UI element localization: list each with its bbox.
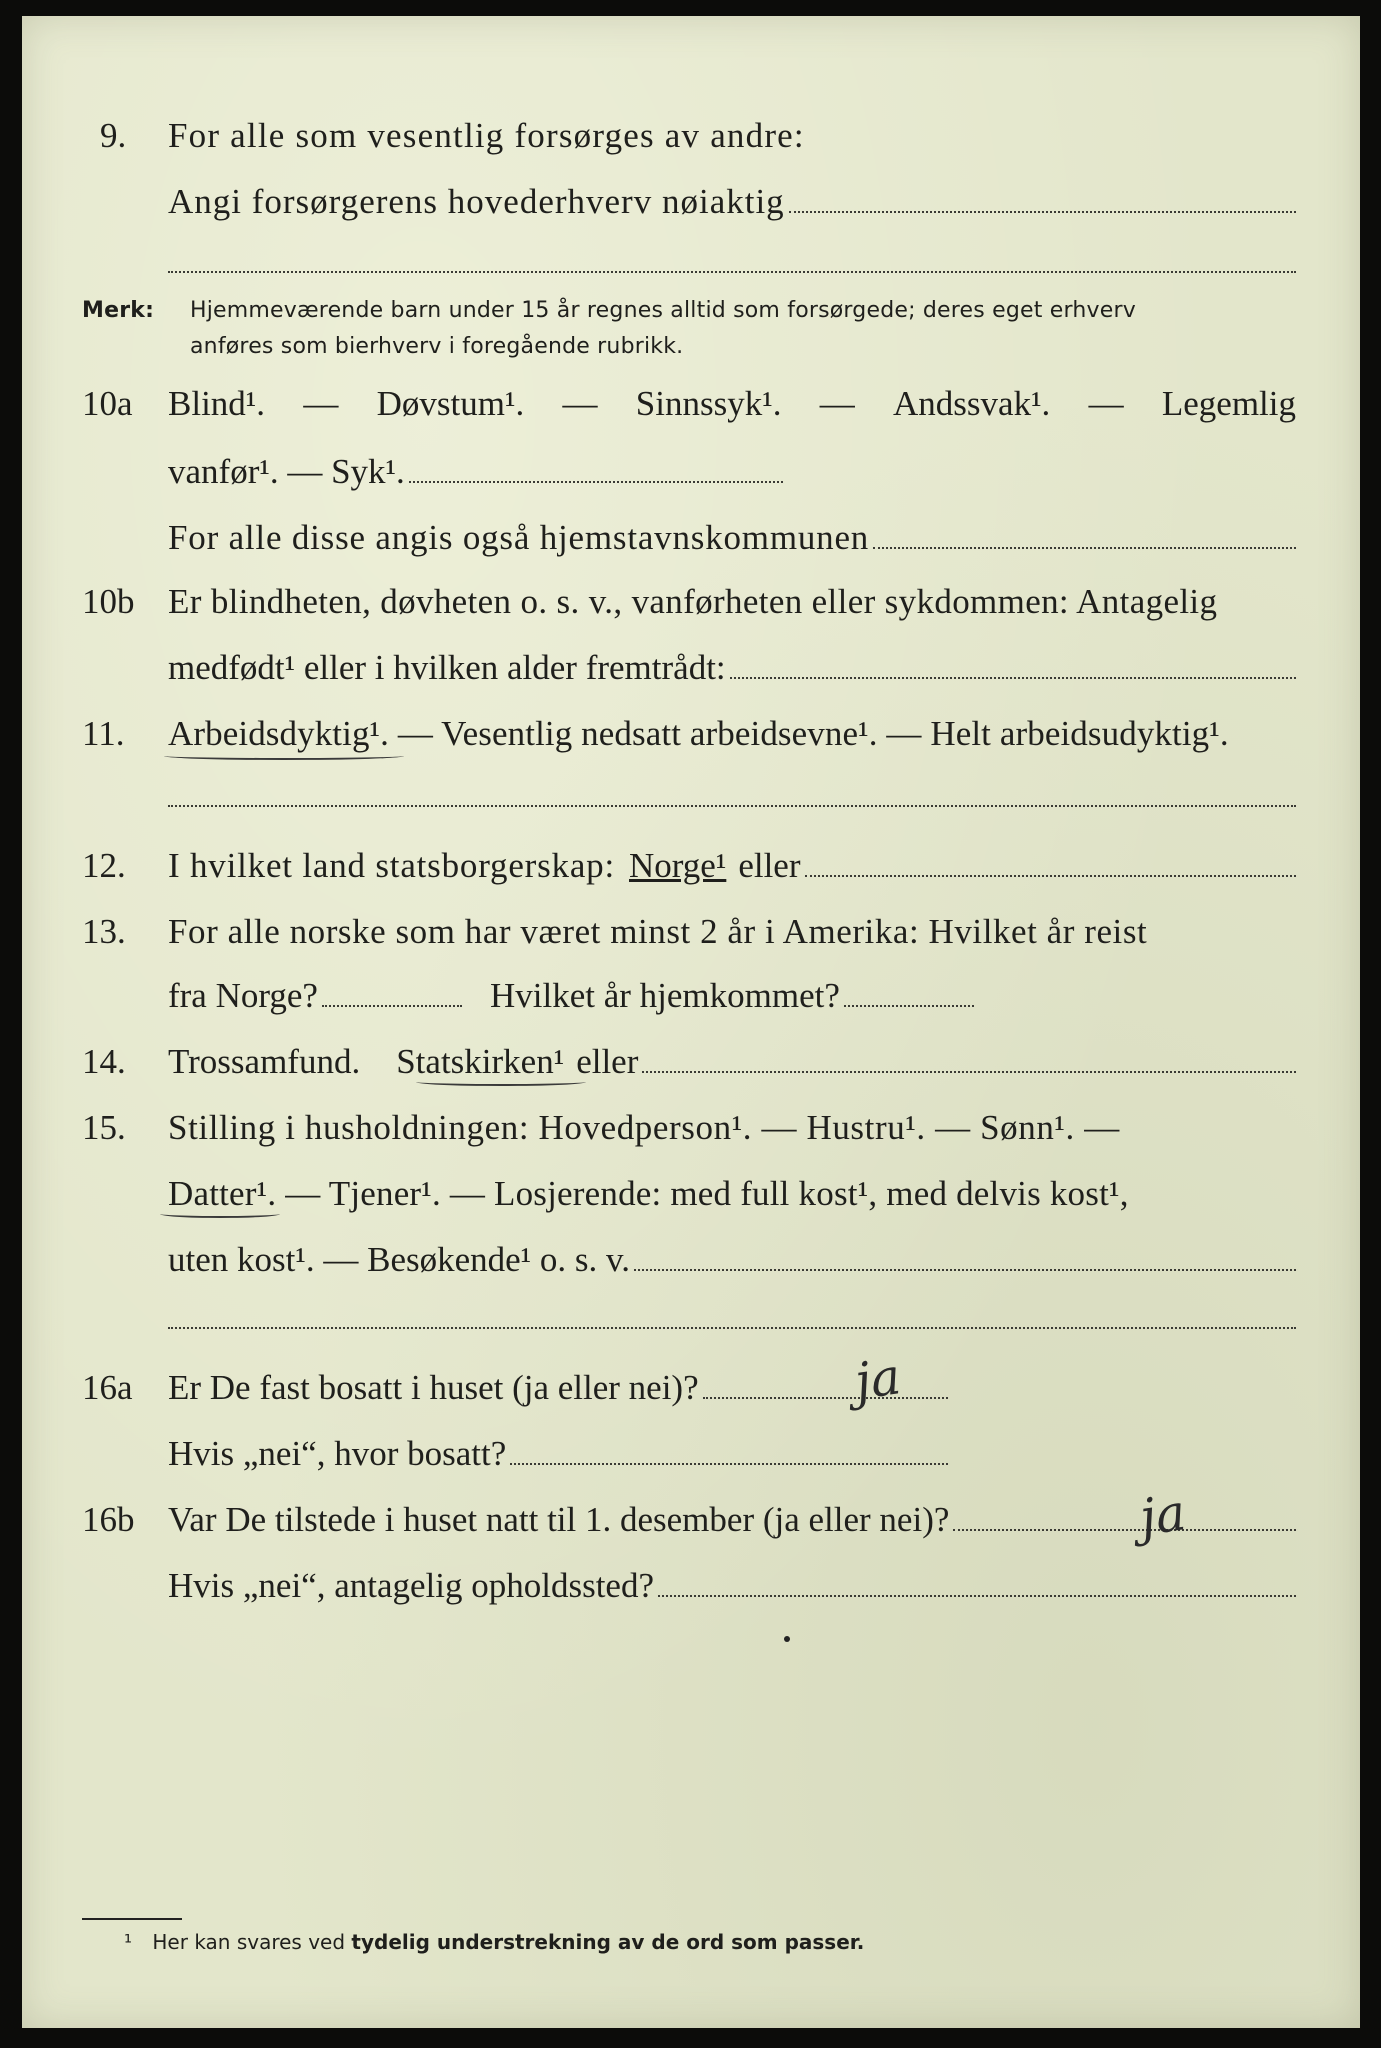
q16b-number: 16b bbox=[82, 1500, 135, 1539]
q10a-line2: vanfør¹. — Syk¹. bbox=[168, 452, 783, 492]
footnote-rule bbox=[82, 1918, 182, 1920]
q14-answer-field[interactable] bbox=[642, 1070, 1296, 1073]
q14-option-statskirken[interactable]: Statskirken¹ bbox=[396, 1042, 565, 1081]
ink-dot bbox=[784, 1636, 790, 1642]
q10a-number: 10a bbox=[82, 384, 133, 423]
q15-line1: Stilling i husholdningen: Hovedperson¹. — Hustru¹. — Sønn¹. — bbox=[168, 1108, 1120, 1147]
q11-line1: Arbeidsdyktig¹. — Vesentlig nedsatt arbeidsevne¹. — Helt arbeidsudyktig¹. bbox=[168, 714, 1229, 753]
q12-option-norge[interactable]: Norge¹ bbox=[629, 846, 727, 885]
q16a-number: 16a bbox=[82, 1368, 133, 1407]
q16b-handwritten-answer: ja bbox=[1136, 1483, 1190, 1547]
handwritten-underline-arbeidsdyktig bbox=[164, 752, 404, 760]
q9-answer-field-2[interactable] bbox=[168, 270, 1296, 273]
q9-line2: Angi forsørgerens hovederhverv nøiaktig bbox=[168, 182, 1296, 222]
q16b-line2: Hvis „nei“, antagelig opholdssted? bbox=[168, 1566, 1296, 1606]
q15-number: 15. bbox=[82, 1108, 126, 1147]
q9-line1: For alle som vesentlig forsørges av andre: bbox=[168, 116, 805, 155]
q13-number: 13. bbox=[82, 912, 126, 951]
q13-hjemkommet-field[interactable] bbox=[844, 1004, 974, 1007]
q11-number: 11. bbox=[82, 714, 125, 753]
q16a-handwritten-answer: ja bbox=[851, 1347, 905, 1411]
q10a-hjemstavn-field[interactable] bbox=[873, 546, 1296, 549]
q16a-bosatt-field[interactable] bbox=[510, 1462, 948, 1465]
handwritten-underline-datter bbox=[160, 1210, 280, 1218]
merk-line2: anføres som bierhverv i foregående rubrikk. bbox=[190, 334, 684, 359]
q15-answer-field-2[interactable] bbox=[168, 1326, 1296, 1329]
q13-reist-field[interactable] bbox=[322, 1004, 462, 1007]
q10a-syk-field[interactable] bbox=[409, 480, 783, 483]
q15-line2: Datter¹. — Tjener¹. — Losjerende: med full kost¹, med delvis kost¹, bbox=[168, 1174, 1129, 1213]
q10b-line1: Er blindheten, døvheten o. s. v., vanførheten eller sykdommen: Antagelig bbox=[168, 582, 1218, 621]
q14-line: Trossamfund. Statskirken¹ eller bbox=[168, 1042, 1296, 1082]
q9-number: 9. bbox=[100, 116, 127, 155]
merk-label: Merk: bbox=[82, 298, 155, 323]
handwritten-underline-statskirken bbox=[416, 1078, 586, 1086]
q10b-line2: medfødt¹ eller i hvilken alder fremtrådt: bbox=[168, 648, 1296, 688]
q16b-answer-field[interactable] bbox=[953, 1528, 1296, 1531]
merk-line1: Hjemmeværende barn under 15 år regnes alltid som forsørgede; deres eget erhverv bbox=[190, 298, 1136, 323]
q15-answer-field[interactable] bbox=[634, 1268, 1296, 1271]
q10b-answer-field[interactable] bbox=[730, 676, 1296, 679]
q16a-answer-field[interactable] bbox=[703, 1396, 948, 1399]
q14-number: 14. bbox=[82, 1042, 126, 1081]
q12-answer-field[interactable] bbox=[805, 874, 1296, 877]
q10a-line3: For alle disse angis også hjemstavnskommunen bbox=[168, 518, 1296, 558]
footnote: ¹ Her kan svares ved tydelig understrekning av de ord som passer. bbox=[124, 1930, 865, 1954]
q16a-line2: Hvis „nei“, hvor bosatt? bbox=[168, 1434, 948, 1474]
q15-line3: uten kost¹. — Besøkende¹ o. s. v. bbox=[168, 1240, 1296, 1280]
q16b-line1: Var De tilstede i huset natt til 1. desember (ja eller nei)? bbox=[168, 1500, 1296, 1540]
q13-line2: fra Norge? Hvilket år hjemkommet? bbox=[168, 976, 974, 1016]
q16b-opholdssted-field[interactable] bbox=[658, 1594, 1296, 1597]
q10a-line1: Blind¹. — Døvstum¹. — Sinnssyk¹. — Andssvak¹. — Legemlig bbox=[168, 384, 1296, 423]
q10b-number: 10b bbox=[82, 582, 135, 621]
q11-answer-field[interactable] bbox=[168, 804, 1296, 807]
q13-line1: For alle norske som har været minst 2 år i Amerika: Hvilket år reist bbox=[168, 912, 1148, 951]
q9-answer-field[interactable] bbox=[789, 210, 1296, 213]
q12-number: 12. bbox=[82, 846, 126, 885]
q12-line: I hvilket land statsborgerskap: Norge¹ eller bbox=[168, 846, 1296, 886]
q16a-line1: Er De fast bosatt i huset (ja eller nei)? bbox=[168, 1368, 948, 1408]
